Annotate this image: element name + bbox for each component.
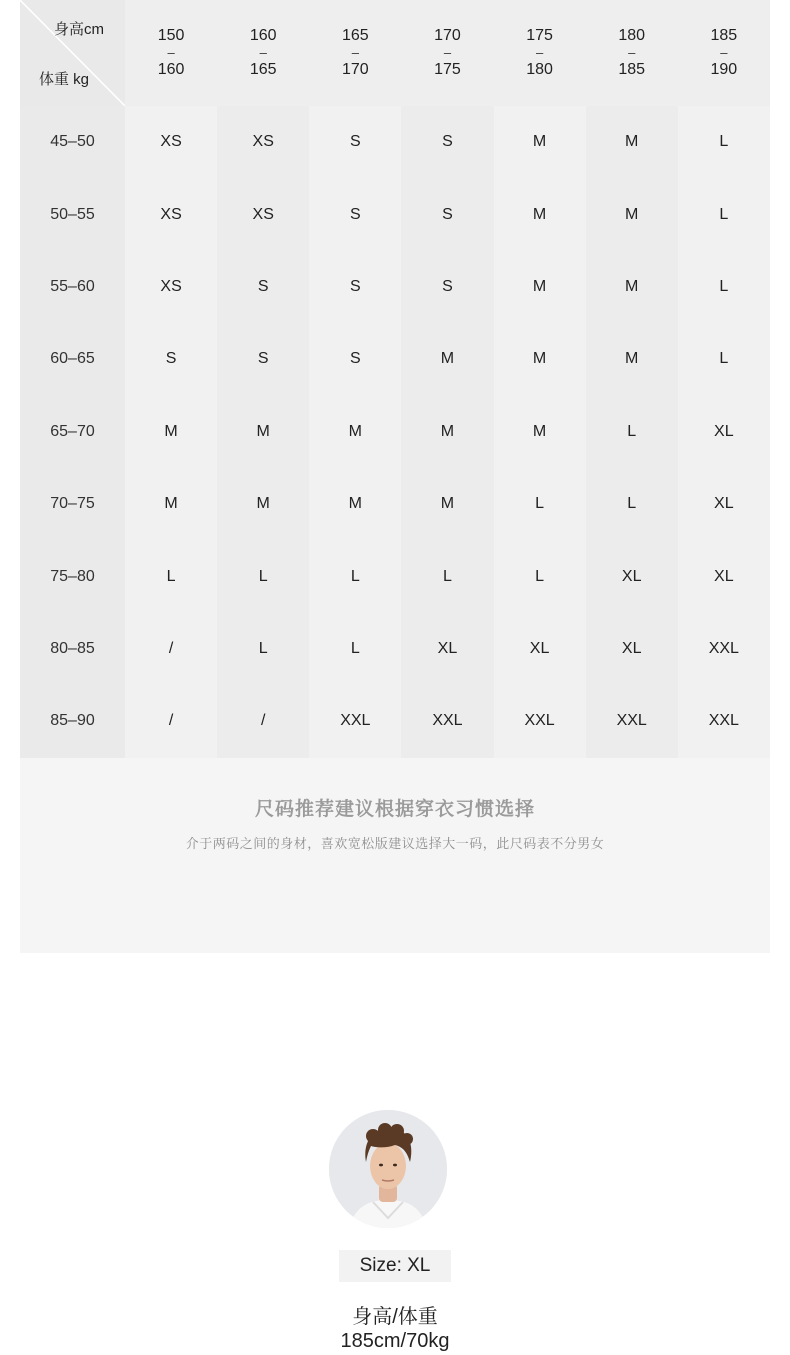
size-cell: M — [586, 323, 678, 395]
size-cell: S — [401, 178, 493, 250]
height-range-start: 160 — [249, 27, 277, 44]
height-column-header — [586, 0, 678, 106]
size-cell: M — [494, 178, 586, 250]
size-chart-table — [20, 0, 770, 758]
size-cell: L — [309, 540, 401, 612]
size-cell: M — [494, 251, 586, 323]
size-cell: S — [125, 323, 217, 395]
size-cell: L — [217, 613, 309, 685]
height-range-start: 180 — [618, 27, 646, 44]
size-cell: M — [586, 251, 678, 323]
size-cell: L — [678, 106, 770, 178]
weight-axis-label: 体重 kg — [39, 71, 90, 88]
size-chart-panel — [20, 0, 770, 953]
size-cell: XXL — [401, 685, 493, 757]
size-cell: M — [586, 106, 678, 178]
size-cell: XS — [125, 251, 217, 323]
size-cell: M — [125, 396, 217, 468]
model-measure-label: 身高/体重 — [352, 1306, 438, 1328]
height-column-header — [309, 0, 401, 106]
size-cell: XL — [678, 468, 770, 540]
size-cell: M — [586, 178, 678, 250]
size-cell: S — [401, 106, 493, 178]
size-cell: XS — [217, 178, 309, 250]
size-cell: S — [217, 323, 309, 395]
size-cell: L — [678, 178, 770, 250]
height-range-start: 150 — [157, 27, 185, 44]
size-cell: XL — [678, 540, 770, 612]
size-advice-title: 尺码推荐建议根据穿衣习惯选择 — [254, 799, 535, 820]
size-cell: XXL — [678, 685, 770, 757]
weight-row-header: 70–75 — [20, 468, 125, 540]
range-dash: – — [720, 45, 728, 60]
size-cell: M — [494, 106, 586, 178]
size-cell: L — [586, 468, 678, 540]
size-cell: / — [217, 685, 309, 757]
size-cell: XL — [678, 396, 770, 468]
weight-row-header: 85–90 — [20, 685, 125, 757]
table-corner-header — [20, 0, 125, 106]
weight-row-header: 80–85 — [20, 613, 125, 685]
size-cell: XL — [586, 613, 678, 685]
height-range-start: 175 — [526, 27, 553, 44]
model-size-badge: Size: XL — [339, 1250, 451, 1282]
size-cell: M — [125, 468, 217, 540]
range-dash: – — [167, 45, 175, 60]
size-cell: S — [309, 106, 401, 178]
size-cell: XXL — [678, 613, 770, 685]
size-cell: / — [125, 685, 217, 757]
size-cell: M — [217, 468, 309, 540]
weight-row-header: 55–60 — [20, 251, 125, 323]
size-cell: M — [401, 323, 493, 395]
height-range-end: 180 — [526, 61, 553, 78]
height-range-start: 165 — [341, 27, 369, 44]
size-cell: M — [401, 396, 493, 468]
range-dash: – — [351, 45, 359, 60]
height-range-end: 185 — [618, 61, 646, 78]
height-range-start: 185 — [710, 27, 738, 44]
size-cell: M — [494, 396, 586, 468]
size-cell: XL — [494, 613, 586, 685]
weight-row-header: 65–70 — [20, 396, 125, 468]
height-column-header — [678, 0, 770, 106]
size-cell: S — [309, 323, 401, 395]
height-column-header — [125, 0, 217, 106]
size-cell: S — [217, 251, 309, 323]
size-cell: L — [217, 540, 309, 612]
size-advice-subtitle: 介于两码之间的身材，喜欢宽松版建议选择大一码，此尺码表不分男女 — [185, 836, 605, 851]
model-portrait-image — [329, 1110, 447, 1228]
weight-row-header: 45–50 — [20, 106, 125, 178]
height-column-header — [494, 0, 586, 106]
size-cell: L — [678, 251, 770, 323]
size-cell: L — [586, 396, 678, 468]
range-dash: – — [535, 45, 544, 60]
weight-row-header: 75–80 — [20, 540, 125, 612]
size-cell: M — [309, 468, 401, 540]
model-measure-value: 185cm/70kg — [340, 1330, 450, 1352]
size-cell: XS — [217, 106, 309, 178]
weight-row-header: 50–55 — [20, 178, 125, 250]
size-cell: XXL — [309, 685, 401, 757]
height-column-header — [217, 0, 309, 106]
size-cell: M — [401, 468, 493, 540]
size-cell: M — [217, 396, 309, 468]
size-cell: L — [309, 613, 401, 685]
size-cell: XL — [401, 613, 493, 685]
size-cell: XXL — [586, 685, 678, 757]
size-cell: XS — [125, 178, 217, 250]
height-range-end: 165 — [249, 61, 277, 78]
height-range-end: 160 — [157, 61, 185, 78]
range-dash: – — [443, 45, 452, 60]
size-cell: S — [309, 178, 401, 250]
size-cell: S — [401, 251, 493, 323]
size-cell: XXL — [494, 685, 586, 757]
size-cell: M — [309, 396, 401, 468]
height-axis-label: 身高cm — [54, 21, 104, 38]
size-cell: / — [125, 613, 217, 685]
size-cell: L — [125, 540, 217, 612]
size-cell: M — [494, 323, 586, 395]
range-dash: – — [628, 45, 636, 60]
height-range-end: 170 — [341, 61, 369, 78]
size-cell: L — [494, 468, 586, 540]
height-range-start: 170 — [434, 27, 461, 44]
size-cell: S — [309, 251, 401, 323]
height-column-header — [401, 0, 493, 106]
size-cell: L — [401, 540, 493, 612]
size-cell: XL — [586, 540, 678, 612]
height-range-end: 190 — [710, 61, 738, 78]
size-cell: XS — [125, 106, 217, 178]
height-range-end: 175 — [434, 61, 461, 78]
range-dash: – — [259, 45, 267, 60]
diagonal-divider — [20, 0, 125, 106]
size-cell: L — [678, 323, 770, 395]
model-avatar — [329, 1110, 447, 1228]
size-cell: L — [494, 540, 586, 612]
weight-row-header: 60–65 — [20, 323, 125, 395]
